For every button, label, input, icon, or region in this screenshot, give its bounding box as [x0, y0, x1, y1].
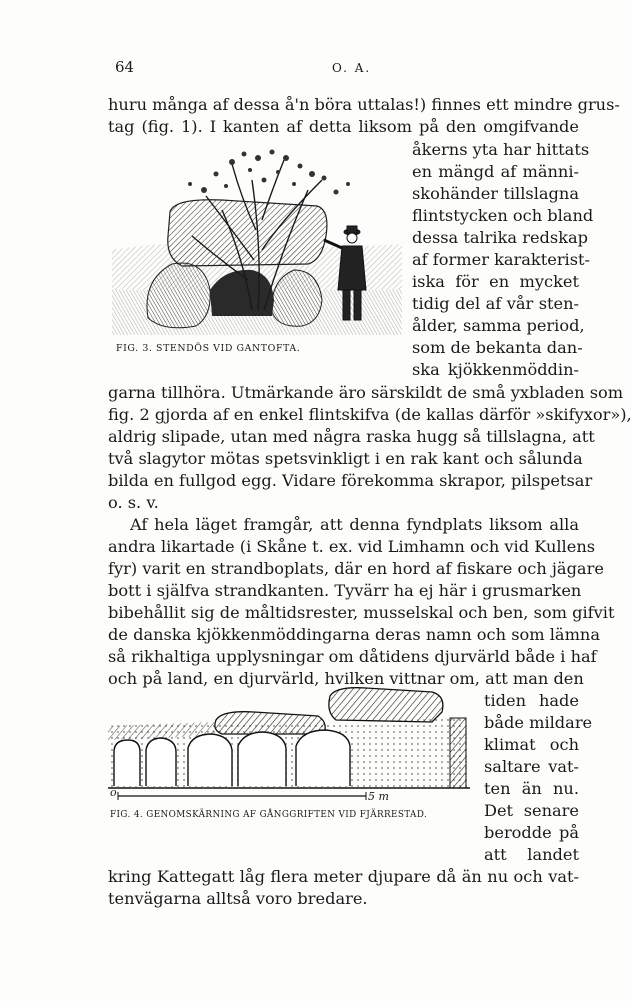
- text-line: o. s. v.: [108, 493, 159, 512]
- text-line: tag (fig. 1). I kanten af detta liksom på den omgifvande: [108, 117, 579, 136]
- text-line: klimat och: [484, 735, 579, 754]
- text-line: ska kjökkenmöddin-: [412, 360, 579, 379]
- figure-3-caption: FIG. 3. STENDÖS VID GANTOFTA.: [116, 343, 301, 354]
- text-line: fyr) varit en strandboplats, där en hord af fiskare och jägare: [108, 559, 604, 578]
- text-line: bibehållit sig de måltidsrester, musselskal och ben, som gifvit: [108, 603, 615, 622]
- text-line: flintstycken och bland: [412, 206, 594, 225]
- text-line: tenvägarna alltså voro bredare.: [108, 889, 368, 908]
- text-line: så rikhaltiga upplysningar om dåtidens djurvärld både i haf: [108, 647, 597, 666]
- text-line: att landet: [484, 845, 579, 864]
- scale-end-label: 5 m: [368, 790, 389, 803]
- figure-3-dolmen-illustration: [112, 140, 402, 340]
- text-line: berodde på: [484, 823, 579, 842]
- text-line: kring Kattegatt låg flera meter djupare då än nu och vat-: [108, 867, 579, 886]
- running-title: O. A.: [332, 61, 372, 75]
- page-number: 64: [115, 58, 135, 76]
- text-line: två slagytor mötas spetsvinkligt i en rak kant och sålunda: [108, 449, 583, 468]
- text-line: ten än nu.: [484, 779, 579, 798]
- text-line: iska för en mycket: [412, 272, 579, 291]
- text-line: skohänder tillslagna: [412, 184, 579, 203]
- text-line: ålder, samma period,: [412, 316, 585, 335]
- text-line: andra likartade (i Skåne t. ex. vid Limhamn och vid Kullens: [108, 537, 596, 556]
- text-line: tiden hade: [484, 691, 579, 710]
- text-line: dessa talrika redskap: [412, 228, 589, 247]
- text-line: både mildare: [484, 713, 593, 732]
- text-line: af former karakterist-: [412, 250, 591, 269]
- figure-4-cross-section: [104, 682, 478, 806]
- text-line: saltare vat-: [484, 757, 579, 776]
- text-line: aldrig slipade, utan med några raska hugg så tillslagna, att: [108, 427, 595, 446]
- text-line: och på land, en djurvärld, hvilken vittnar om, att man den: [108, 669, 584, 688]
- text-line: en mängd af männi-: [412, 162, 579, 181]
- text-line: garna tillhöra. Utmärkande äro särskildt de små yxbladen som: [108, 383, 624, 402]
- text-line: tidig del af vår sten-: [412, 294, 579, 313]
- figure-4-caption: FIG. 4. GENOMSKÄRNING AF GÅNGGRIFTEN VID FJÄRRESTAD.: [110, 810, 428, 820]
- text-line: bott i själfva strandkanten. Tyvärr ha ej här i grusmarken: [108, 581, 582, 600]
- text-line: bilda en fullgod egg. Vidare förekomma skrapor, pilspetsar: [108, 471, 593, 490]
- text-line: åkerns yta har hittats: [412, 140, 590, 159]
- text-line: Af hela läget framgår, att denna fyndplats liksom alla: [130, 515, 579, 534]
- text-line: som de bekanta dan-: [412, 338, 583, 357]
- text-line: de danska kjökkenmöddingarna deras namn och som lämna: [108, 625, 600, 644]
- text-line: Det senare: [484, 801, 579, 820]
- scale-start-label: o: [110, 786, 117, 799]
- text-line: fig. 2 gjorda af en enkel flintskifva (de kallas därför »skifyxor»),: [108, 405, 632, 424]
- text-line: huru många af dessa å'n böra uttalas!) finnes ett mindre grus-: [108, 95, 620, 114]
